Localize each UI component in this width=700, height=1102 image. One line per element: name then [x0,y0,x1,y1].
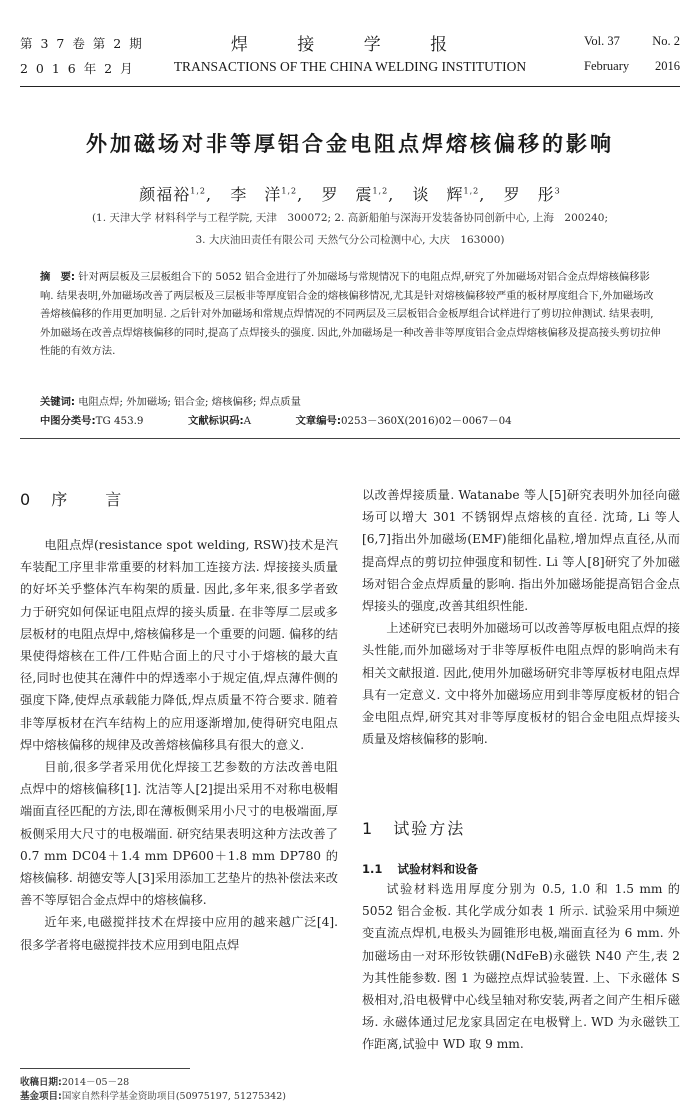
author: 颜福裕$^{1,2}$ [139,185,206,204]
author: 罗 彤$^3$ [503,185,561,204]
paragraph: 以改善焊接质量. Watanabe 等人[5]研究表明外加径向磁场可以增大 301 不锈钢焊点熔核的直径. 沈琦, Li 等人[6,7]指出外加磁场(EMF)能细化晶粒,增加焊点直径,从而提高焊点的剪切拉伸强度和韧性. Li 等人[8]研究了外加磁场对铝合金点焊质量的影响. 指出外加磁场能提高铝合金点焊接头的强度,改善其组织性能. [362,488,680,614]
paragraph: 上述研究已表明外加磁场可以改善等厚板电阻点焊的接头性能,而外加磁场对于非等厚板件电阻点焊的影响尚未有相关文献报道. 因此,使用外加磁场研究非等厚板材电阻点焊具有一定意义. 文中将外加磁场应用到非等厚度板材的铝合金电阻点焊,研究其对非等厚度板材的铝合金电阻点焊接头质量及熔核偏移的影响. [362,621,680,747]
fund-info: 基金项目:国家自然科学基金资助项目(50975197, 51275342) [20,1091,286,1102]
issue-en: No. 2 [652,34,680,48]
abstract [40,268,662,361]
author: 罗 震$^{1,2}$ [321,185,389,204]
section-0-heading [20,487,338,510]
left-column-body [20,534,338,956]
author: 谈 辉$^{1,2}$ [412,185,480,204]
author: 李 洋$^{1,2}$ [230,185,298,204]
doc-code-label: 文献标识码: [188,415,244,427]
doc-code-value: A [243,415,252,427]
classification-line [40,412,662,427]
footnote-rule [20,1068,190,1069]
abstract-rule [20,438,680,439]
section-title: 序 言 [51,490,124,509]
keywords-label: 关键词: [40,396,76,408]
section-number: 1 [362,819,375,838]
paper-title: 外加磁场对非等厚铝合金电阻点焊熔核偏移的影响 [86,132,614,156]
subsection-title: 试验材料和设备 [397,862,478,876]
volume-en: Vol. 37 [584,34,620,48]
year-en: 2016 [655,59,680,73]
date-en [584,59,680,74]
article-number-label: 文章编号: [295,415,341,427]
paragraph: 目前,很多学者采用优化焊接工艺参数的方法改善电阻点焊中的熔核偏移[1]. 沈洁等人[2]提出采用不对称电极帽端面直径匹配的方法,即在薄板侧采用小尺寸的电极端面,厚板侧采用大尺寸的电极端面. 研究结果表明这种方法改善了 0.7 mm DC04＋1.4 mm DP600＋1.8 mm DP780 的熔核偏移. 胡德安等人[3]采用添加工艺垫片的热补偿法来改善不等厚铝合金点焊中的熔核偏移. [20,760,338,908]
section-1-heading [362,816,680,839]
affiliation-line-2: 3. 大庆油田责任有限公司 天然气分公司检测中心, 大庆 163000) [195,234,505,246]
paragraph: 电阻点焊(resistance spot welding, RSW)技术是汽车装配工序里非常重要的材料加工连接方法. 焊接接头质量的好坏关乎整体汽车构架的质量. 因此,多年来,很多学者致力于研究如何保证电阻点焊的接头质量. 在非等厚二层或多层板材的电阻点焊中,熔核偏移是一个重要的问题. 偏移的结果使得熔核在工件/工件贴合面上的尺寸小于熔核的最大直径,同时也使其在薄件中的焊透率小于规定值,焊点薄件侧的强度下降,使焊点承载能力降低,焊点质量不符合要求. 随着非等厚板材在汽车结构上的应用逐渐增加,使得研究电阻点焊中熔核偏移的规律及改善熔核偏移具有很大的意义. [20,538,338,752]
section-title: 试验方法 [393,819,466,838]
keywords-text: 电阻点焊; 外加磁场; 铝合金; 熔核偏移; 焊点质量 [78,396,301,408]
subsection-1-1-heading [362,858,680,877]
clc-value: TG 453.9 [95,415,144,427]
journal-title-cn: 焊 接 学 报 [230,35,470,55]
affiliation-line-1: (1. 天津大学 材料科学与工程学院, 天津 300072; 2. 高新船舶与深海开发装备协同创新中心, 上海 200240; [91,212,609,224]
author-list: 颜福裕$^{1,2}$, 李 洋$^{1,2}$, 罗 震$^{1,2}$, 谈 辉$^{1,2}$, 罗 彤$^3$ [139,185,561,204]
subsection-number: 1.1 [362,862,383,876]
article-number-value: 0253－360X(2016)02－0067－04 [340,415,512,427]
volume-issue-en [584,34,680,49]
month-en: February [584,59,630,73]
header-rule [20,86,680,87]
keywords [40,393,662,408]
right-column-body-bottom [362,878,680,1056]
paragraph: 试验材料选用厚度分别为 0.5, 1.0 和 1.5 mm 的 5052 铝合金板. 其化学成分如表 1 所示. 试验采用中频逆变直流点焊机,电极头为圆锥形电极,端面直径为 6 mm. 外加磁场由一对环形钕铁硼(NdFeB)永磁铁 N40 产生,表 2 为其性能参数. 图 1 为磁控点焊试验装置. 上、下永磁体 S 极相对,沿电极臂中心线呈轴对称安装,两者之间产生相斥磁场. 永磁体通过尼龙家具固定在电极臂上. WD 为永磁铁工作距离,试验中 WD 取 9 mm. [362,882,680,1052]
section-number: 0 [20,490,33,509]
abstract-text: 针对两层板及三层板组合下的 5052 铝合金进行了外加磁场与常规情况下的电阻点焊,研究了外加磁场对铝合金点焊熔核偏移影响. 结果表明,外加磁场改善了两层板及三层板非等厚度铝合金的熔核偏移情况,尤其是针对熔核偏移较严重的板材厚度组合下,外加磁场改善熔核偏移的作用更加明显. 之后针对外加磁场和常规点焊情况的不同两层及三层板铝合金板厚组合试样进行了剪切拉伸测试. 结果表明,外加磁场在改善点焊熔核偏移的同时,提高了点焊接头的强度. 因此,外加磁场是一种改善非等厚度铝合金点焊熔核偏移及提高接头剪切拉伸性能的有效方法. [40,271,661,357]
abstract-label: 摘 要: [40,271,76,283]
journal-title-en: TRANSACTIONS OF THE CHINA WELDING INSTITUTION [173,59,527,74]
volume-issue-cn: 第 3 7 卷 第 2 期 [20,36,144,51]
date-cn: 2 0 1 6 年 2 月 [20,61,135,76]
received-date: 收稿日期:2014－05－28 [20,1077,130,1088]
paragraph: 近年来,电磁搅拌技术在焊接中应用的越来越广泛[4]. 很多学者将电磁搅拌技术应用到电阻点焊 [20,915,338,952]
right-column-body-top [362,484,680,750]
clc-label: 中图分类号: [40,415,96,427]
